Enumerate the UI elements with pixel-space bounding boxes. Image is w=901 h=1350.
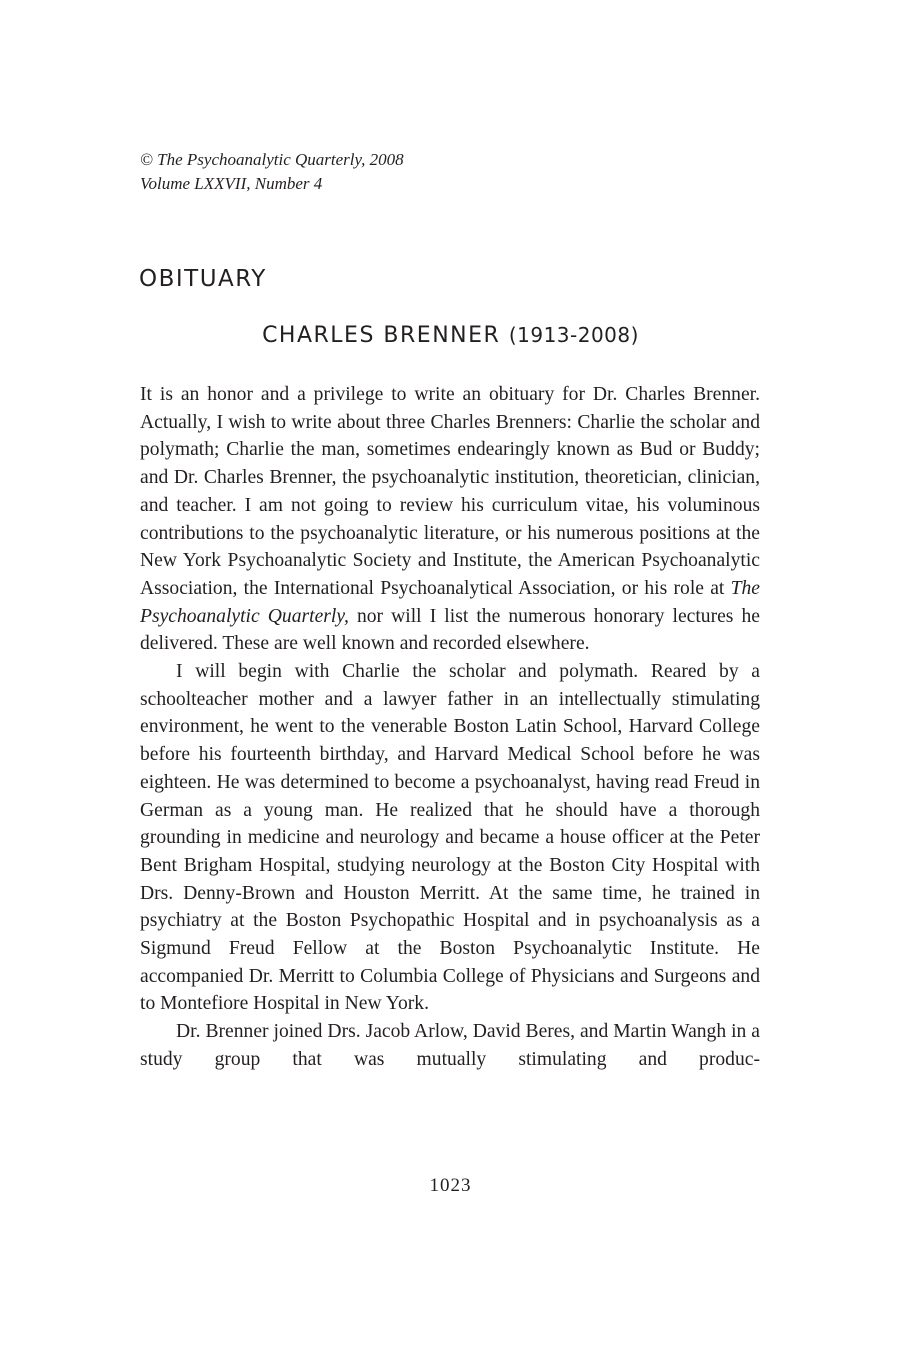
- paragraph-1-text-b: nor will I list the numerous honorary lectures he delivered. These are well known and recorded elsewhere.: [140, 605, 761, 655]
- paragraph-3: Dr. Brenner joined Drs. Jacob Arlow, David Beres, and Martin Wangh in a study group that was mutually stimulating and produc-: [140, 1021, 760, 1070]
- paragraph-2: I will begin with Charlie the scholar and polymath. Reared by a schoolteacher mother and a lawyer father in an intellectually stimulating environment, he went to the venerable Boston Latin School, Harvard College before his fourteenth birthday, and Harvard Medical School before he was eighteen. He was determined to become a psychoanalyst, having read Freud in German as a young man. He realized that he should have a thorough grounding in medicine and neurology and became a house officer at the Peter Bent Brigham Hospital, studying neurology at the Boston City Hospital with Drs. Denny-Brown and Houston Merritt. At the same time, he trained in psychiatry at the Boston Psychopathic Hospital and in psychoanalysis as a Sigmund Freud Fellow at the Boston Psychoanalytic Institute. He accompanied Dr. Merritt to Columbia College of Physicians and Surgeons and to Montefiore Hospital in New York.: [140, 661, 760, 1015]
- journal-header: [140, 148, 404, 196]
- paragraph-1: [140, 381, 760, 658]
- journal-citation: © The Psychoanalytic Quarterly, 2008: [140, 150, 404, 169]
- article-title: [0, 320, 901, 351]
- page-number: 1023: [429, 1175, 472, 1196]
- volume-number: Volume LXXVII, Number 4: [140, 174, 323, 193]
- title-years: (1913-2008): [508, 323, 639, 347]
- journal-name-italic: The Psychoanalytic Quarterly,: [140, 577, 760, 627]
- title-name: CHARLES BRENNER: [262, 323, 501, 348]
- section-label: OBITUARY: [139, 266, 267, 292]
- paragraph-1-text-a: It is an honor and a privilege to write an obituary for Dr. Charles Brenner. Actually, I wish to write about three Charles Brenners: Charlie the scholar and polymath; Charlie the man, sometimes endearingly known as Bud or Buddy; and Dr. Charles Brenner, the psychoanalytic institution, theoretician, clinician, and teacher. I am not going to review his curriculum vitae, his voluminous contributions to the psychoanalytic literature, or his numerous positions at the New York Psychoanalytic Society and Institute, the American Psychoanalytic Association, the International Psychoanalytical Association, or his role at: [140, 384, 760, 599]
- article-body: [140, 381, 760, 1074]
